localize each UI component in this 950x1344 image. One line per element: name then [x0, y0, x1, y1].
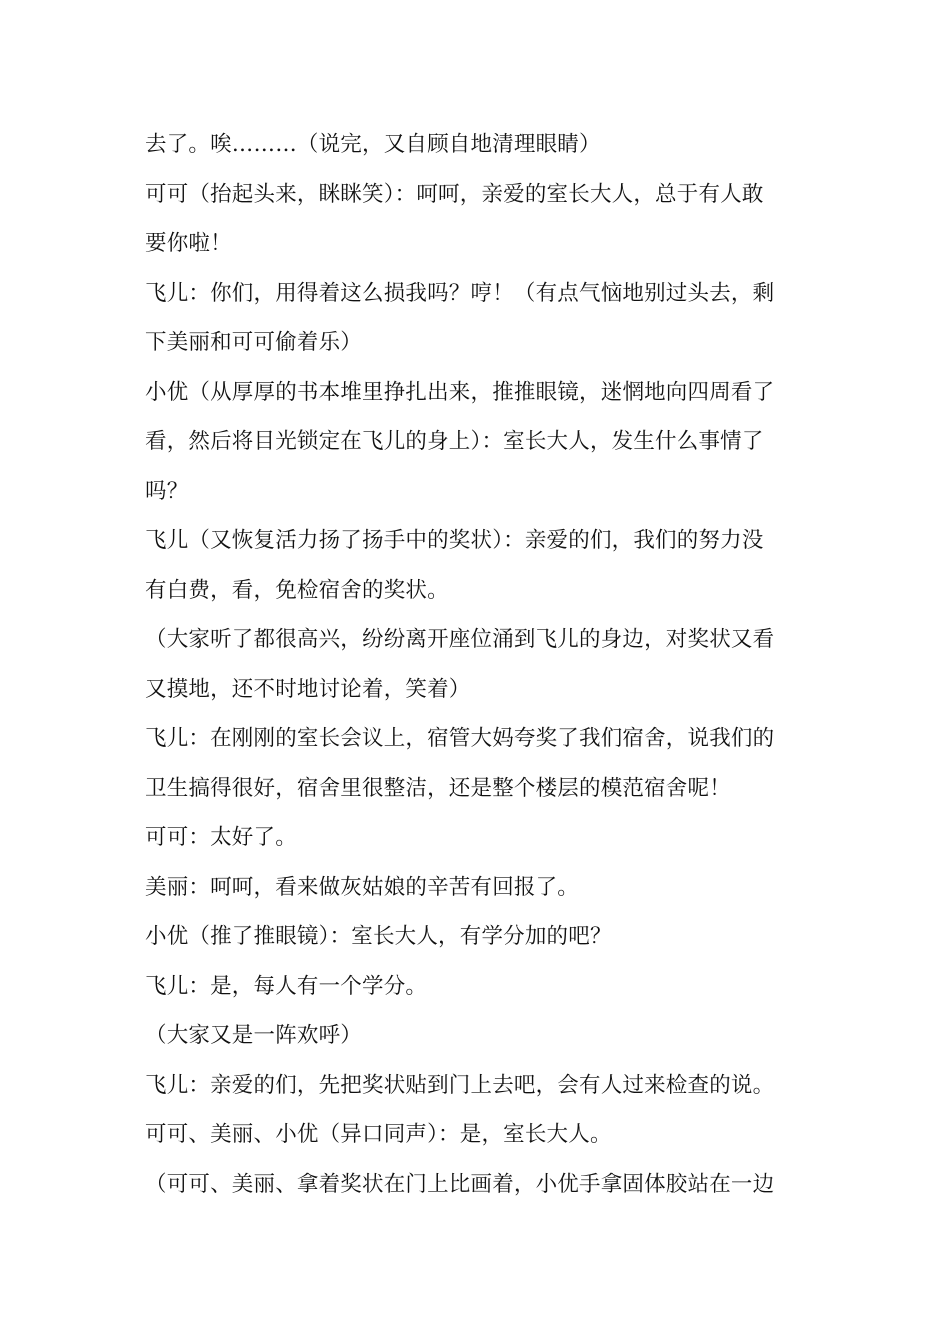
text-line: 下美丽和可可偷着乐） [145, 330, 363, 355]
text-line: 可可：太好了。 [145, 825, 297, 850]
text-line: （可可、美丽、拿着奖状在门上比画着，小优手拿固体胶站在一边 [145, 1171, 775, 1197]
text-line: 有白费，看，免检宿舍的奖状。 [145, 577, 449, 603]
text-line: 又摸地，还不时地讨论着，笑着） [145, 676, 471, 702]
text-line: 可可、美丽、小优（异口同声）：是，室长大人。 [145, 1122, 612, 1147]
text-line: 看，然后将目光锁定在飞儿的身上）：室长大人，发生什么事情了 [145, 429, 764, 454]
text-line: 飞儿（又恢复活力扬了扬手中的奖状）：亲爱的们，我们的努力没 [145, 528, 764, 553]
text-line: 要你啦！ [145, 231, 232, 256]
text-line: 小优（推了推眼镜）：室长大人，有学分加的吧？ [145, 924, 612, 949]
text-line: （大家又是一阵欢呼） [145, 1023, 363, 1048]
text-line: 飞儿：是，每人有一个学分。 [145, 973, 428, 999]
text-line: 美丽：呵呵，看来做灰姑娘的辛苦有回报了。 [145, 874, 580, 900]
text-line: 飞儿：在刚刚的室长会议上，宿管大妈夸奖了我们宿舍，说我们的 [145, 726, 775, 751]
text-line: 去了。唉………（说完，又自顾自地清理眼睛） [145, 132, 601, 157]
text-line: （大家听了都很高兴，纷纷离开座位涌到飞儿的身边，对奖状又看 [145, 627, 775, 652]
text-line: 可可（抬起头来，眯眯笑）：呵呵，亲爱的室长大人，总于有人敢 [145, 181, 764, 207]
text-line: 飞儿：你们，用得着这么损我吗？哼！（有点气恼地别过头去，剩 [145, 280, 775, 306]
document-body [145, 120, 805, 1209]
text-line: 吗？ [145, 478, 189, 504]
text-line: 卫生搞得很好，宿舍里很整洁，还是整个楼层的模范宿舍呢！ [145, 775, 731, 801]
text-line: 飞儿：亲爱的们，先把奖状贴到门上去吧，会有人过来检查的说。 [145, 1072, 775, 1098]
text-line: 小优（从厚厚的书本堆里挣扎出来，推推眼镜，迷惘地向四周看了 [145, 379, 775, 405]
